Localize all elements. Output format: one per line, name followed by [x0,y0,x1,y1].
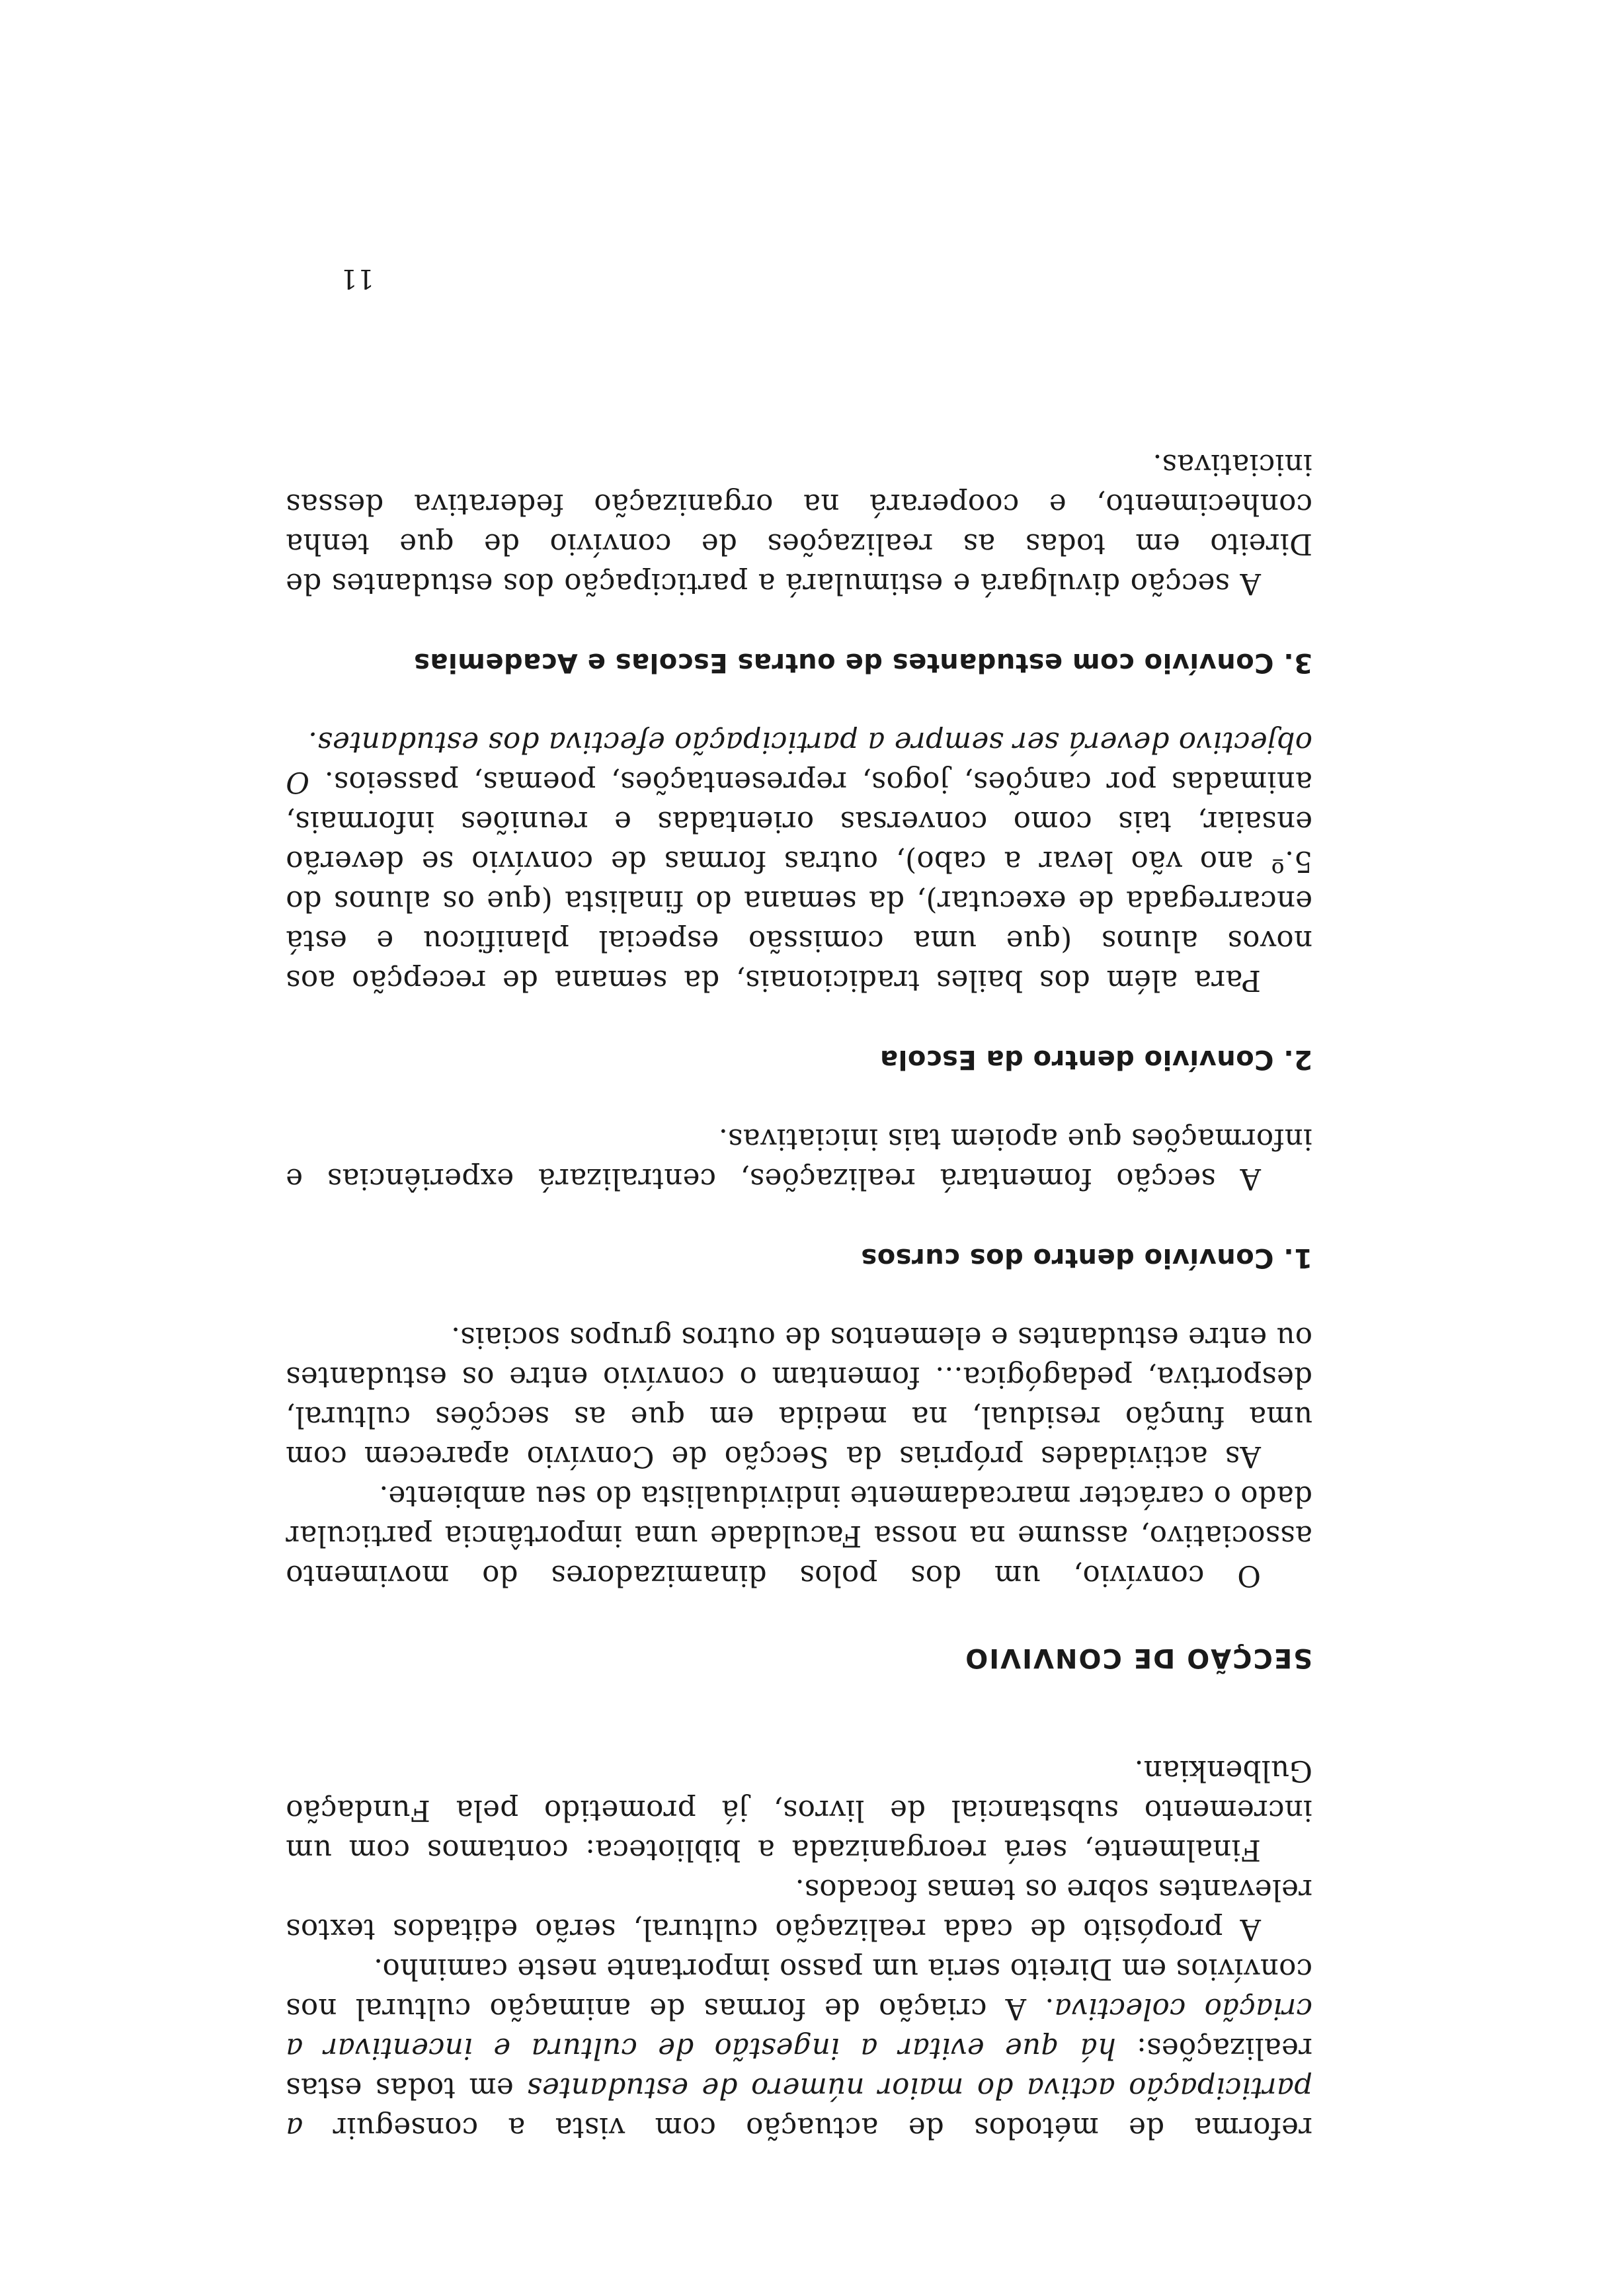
emphasis-text: há que evitar a ingestão de cultura e incentivar a criação colectiva [286,1992,1312,2065]
text-run: . A criação de formas de animação cultural nos convívios em Direito seria um passo importante neste caminho. [285,1952,1312,2025]
paragraph-cultural-reform [286,1949,1312,2147]
emphasis-text: a participação activa do maior número de estudantes [286,2071,1312,2144]
paragraph-other-schools: A secção divulgará e estimulará a participação dos estudantes de Direito em todas as realizações de convívio de que tenha conhecimento, e cooperará na organização federativa dessas iniciativas. [286,448,1312,600]
spacer [286,1678,1312,1750]
spacer [286,603,1312,643]
text-run: reforma de métodos de actuação com vista a conseguir [303,2111,1312,2144]
spacer [286,1079,1312,1119]
text-column [286,444,1312,2147]
spacer [286,1278,1312,1317]
text-run: em todas estas realizações: [286,2031,1312,2104]
section-title: SECÇÃO DE CONVIVIO [964,1643,1312,1673]
text-run: Para além dos bailes tradicionais, da semana de recepção aos novos alunos (que uma comissão especial planificou e está encarregada de executar), da semana do finalista (que os alunos do 5.º ano vão levar a cabo), outras formas de convívio se deverão ensaiar, tais como conversas orientadas e reuniões informais, animadas por canções, jogos, representações, poemas, passeios. [286,765,1312,997]
emphasis-text: O objectivo deverá ser sempre a participação efectiva dos estudantes. [286,725,1312,798]
paragraph-convivio-intro: O convívio, um dos polos dinamizadores do movimento associativo, assume na nossa Faculdade uma importância particular dado o carácter marcadamente individualista do seu ambiente. [286,1479,1312,1592]
spacer [286,682,1312,722]
spacer [286,1198,1312,1238]
subsection-heading-3: 3. Convívio com estudantes de outras Escolas e Academias [413,647,1312,678]
paragraph-library: Finalmente, será reorganizada a biblioteca: contamos com um incremento substancial de livros, já prometido pela Fundação Gulbenkian. [286,1754,1312,1866]
spacer [286,1000,1312,1040]
subsection-heading-1: 1. Convívio dentro dos cursos [860,1243,1312,1273]
subsection-heading-2: 2. Convívio dentro da Escola [879,1044,1312,1075]
paragraph-texts: A propósito de cada realização cultural, serão editados textos relevantes sobre os temas focados. [286,1873,1312,1946]
paragraph-courses: A secção fomentará realizações, centralizará experiências e informações que apoiem tais iniciativas. [286,1122,1312,1195]
page-number: 11 [341,263,374,294]
paragraph-school [286,722,1312,1000]
spacer [286,1595,1312,1638]
paragraph-activities: As actividades próprias da Secção de Convívio aparecem com uma função residual, na medida em que as secções cultural, desportiva, pedagógica... fomentam o convívio entre os estudantes ou entre estudantes e elementos de outros grupos sociais. [286,1321,1312,1473]
